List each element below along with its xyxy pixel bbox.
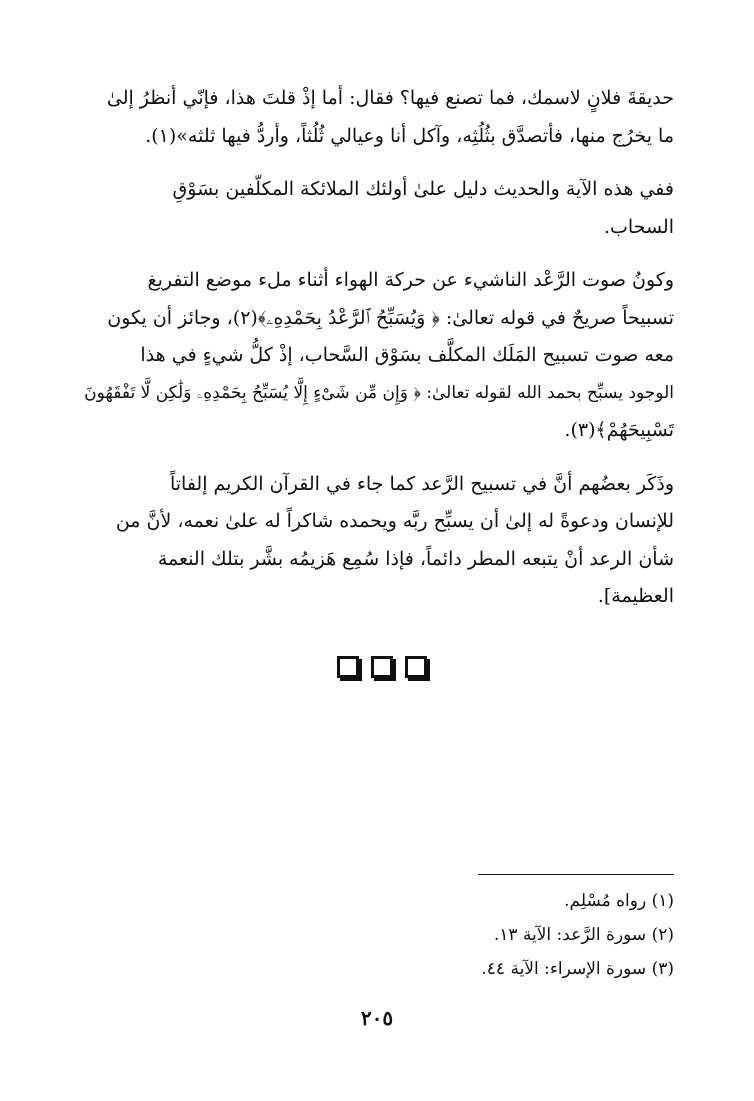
text-line: العظيمة]. bbox=[597, 585, 674, 607]
text-line: وذَكَر بعضُهم أنَّ في تسبيح الرَّعد كما جاء في القرآن الكريم إلفاتاً bbox=[169, 472, 674, 495]
paragraph-4 bbox=[80, 466, 674, 616]
text-line-with-quran-verse: تَسْبِيحَهُمْ﴾(٣). bbox=[564, 419, 674, 441]
text-line: ما يخرُج منها، فأتصدَّق بثُلُثِه، وآكل أنا وعيالي ثُلُثاً، وأردُّ فيها ثلثه»(١). bbox=[145, 124, 674, 147]
main-text bbox=[80, 80, 674, 616]
text-line: معه صوت تسبيح المَلَك المكلَّف بسَوْق السَّحاب، إذْ كلُّ شيءٍ في هذا bbox=[140, 344, 674, 366]
square-box-icon bbox=[405, 656, 427, 678]
page-number: ٢٠٥ bbox=[360, 1006, 394, 1030]
footnote-rule bbox=[478, 874, 674, 875]
text-line: للإنسان ودعوةً له إلىٰ أن يسبِّح ربَّه ويحمده شاكراً له علىٰ نعمه، لأنَّ من bbox=[115, 510, 674, 532]
paragraph-1 bbox=[80, 80, 674, 155]
square-box-icon bbox=[337, 656, 359, 678]
text-line: ففي هذه الآية والحديث دليل علىٰ أولئك الملائكة المكلّفين بسَوْقِ bbox=[172, 178, 674, 200]
paragraph-2 bbox=[80, 171, 674, 246]
square-box-icon bbox=[371, 656, 393, 678]
text-line: حديقةَ فلانٍ لاسمك، فما تصنع فيها؟ فقال: أما إذْ قلتَ هذا، فإنّي أنظرُ إلىٰ bbox=[106, 87, 674, 109]
footnotes bbox=[344, 884, 674, 986]
text-line-with-quran-verse: تسبيحاً صريحٌ في قوله تعالىٰ: ﴿ وَيُسَبِّحُ ٱلرَّعْدُ بِحَمْدِهِۦ﴾(٢)، وجائز أن يكون bbox=[107, 306, 674, 329]
text-line: شأن الرعد أنْ يتبعه المطر دائماً، فإذا سُمِع هَزيمُه بشَّر بتلك النعمة bbox=[157, 547, 674, 570]
footnote-3: (٣) سورة الإسراء: الآية ٤٤. bbox=[481, 959, 674, 979]
footnote-2: (٢) سورة الرَّعد: الآية ١٣. bbox=[493, 925, 674, 945]
footnote-1: (١) رواه مُسْلِم. bbox=[564, 891, 674, 911]
text-line-with-quran-verse: الوجود يسبِّح بحمد الله لقوله تعالىٰ: ﴿ وَإِن مِّن شَىْءٍ إِلَّا يُسَبِّحُ بِحَمْدِهِۦ وَلَٰكِن لَّا تَفْقَهُونَ bbox=[84, 382, 674, 403]
text-line: السحاب. bbox=[604, 215, 674, 238]
section-separator-icon bbox=[337, 656, 427, 684]
paragraph-3 bbox=[80, 262, 674, 450]
text-line: وكونُ صوت الرَّعْد الناشيء عن حركة الهواء أثناء ملء موضع التفريغ bbox=[147, 269, 674, 291]
